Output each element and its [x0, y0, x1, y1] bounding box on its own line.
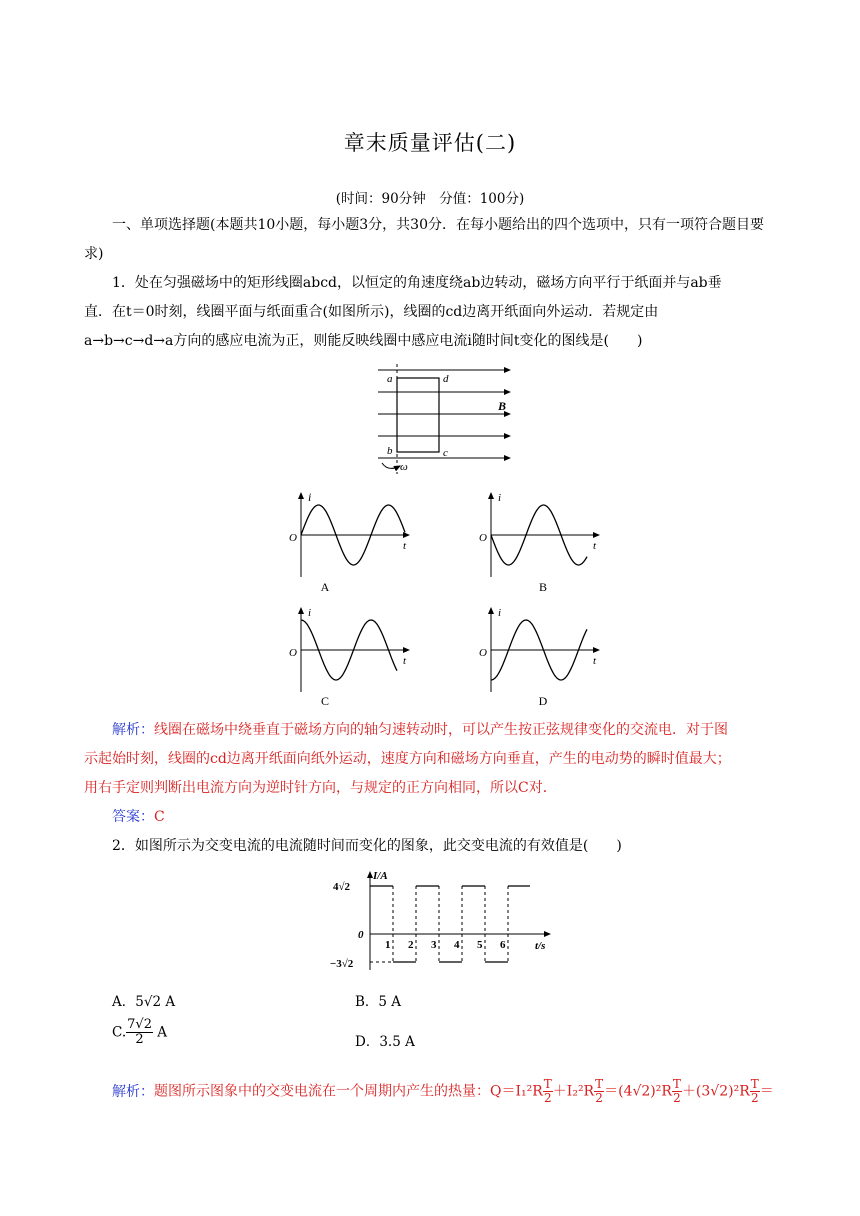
q2-analysis — [84, 1078, 780, 1105]
x-tick-label: 5 — [477, 939, 483, 951]
graph-A-origin: O — [289, 532, 297, 544]
q1-analysis-line1: 线圈在磁场中绕垂直于磁场方向的轴匀速转动时，可以产生按正弦规律变化的交流电．对于图 — [154, 722, 728, 738]
q1-answer-value: C — [154, 809, 165, 825]
graph-B — [475, 487, 605, 582]
graph-D — [475, 602, 605, 697]
option-A-label: A — [320, 580, 330, 594]
q2-analysis-mid2: ＝(4√2)²R — [604, 1083, 672, 1100]
section-heading: 一、单项选择题(本题共10小题，每小题3分，共30分．在每小题给出的四个选项中，只有一项符合题目要求) — [84, 217, 764, 262]
q1-analysis — [84, 716, 780, 803]
label-a: a — [387, 373, 393, 385]
label-c: c — [443, 447, 448, 459]
q2-frac4-n: T — [750, 1077, 759, 1091]
question-1 — [84, 269, 780, 356]
graph-D-x-label: t — [593, 655, 597, 667]
graph-C — [285, 602, 415, 697]
q2-option-C-numerator: 7√2 — [127, 1017, 152, 1032]
q2-option-D: D．3.5 A — [355, 1034, 415, 1050]
q1-analysis-line3: 用右手定则判断出电流方向为逆时针方向，与规定的正方向相同，所以C对． — [84, 780, 557, 796]
graph-D-origin: O — [479, 647, 487, 659]
option-C-label: C — [320, 694, 329, 708]
graph-B-x-label: t — [593, 540, 597, 552]
origin-label: 0 — [358, 929, 364, 941]
label-omega: ω — [400, 461, 408, 473]
q2-frac1-d: 2 — [543, 1091, 552, 1106]
q2-option-C — [112, 1018, 167, 1048]
label-d: d — [443, 373, 449, 385]
q1-line3: a→b→c→d→a方向的感应电流为正，则能反映线圈中感应电流i随时间t变化的图线是( ) — [84, 333, 643, 349]
q2-analysis-mid3: ＋(3√2)²R — [681, 1083, 750, 1100]
q2-option-C-unit: A — [157, 1024, 168, 1041]
q2-frac3-d: 2 — [673, 1091, 681, 1106]
square-wave — [370, 886, 530, 962]
y-tick-negative: −3√2 — [330, 958, 354, 970]
q2-analysis-mid: ＋I₂²R — [552, 1083, 595, 1100]
q1-answer — [84, 803, 780, 832]
graph-B-y-label: i — [498, 492, 502, 504]
q1-line2: 直．在t＝0时刻，线圈平面与纸面重合(如图所示)，线圈的cd边离开纸面向外运动．若规定由 — [84, 304, 659, 320]
q2-analysis-text: 题图所示图象中的交变电流在一个周期内产生的热量：Q＝I₁²R — [154, 1083, 543, 1100]
q2-option-C-prefix: C. — [112, 1024, 127, 1041]
q1-line1: 1．处在匀强磁场中的矩形线圈abcd，以恒定的角速度绕ab边转动，磁场方向平行于纸面并与ab垂 — [112, 275, 722, 291]
label-B: B — [498, 399, 507, 413]
graph-A-x-label: t — [403, 540, 407, 552]
y-tick-positive: 4√2 — [333, 881, 351, 893]
square-wave-graph — [330, 866, 560, 974]
exam-meta: (时间：90分钟 分值：100分) — [335, 191, 525, 207]
graph-C-origin: O — [289, 647, 297, 659]
graph-A — [285, 487, 415, 582]
q2-frac3-n: T — [672, 1077, 681, 1091]
option-D-label: D — [538, 694, 548, 708]
question-2: 2．如图所示为交变电流的电流随时间而变化的图象，此交变电流的有效值是( ) — [112, 838, 622, 854]
q2-frac2-n: T — [595, 1077, 604, 1091]
graph-A-y-label: i — [308, 490, 312, 504]
q2-option-A: A．5√2 A — [112, 994, 176, 1010]
x-tick-label: 6 — [500, 939, 506, 951]
coil-figure — [370, 362, 520, 476]
x-axis-label: t/s — [535, 940, 546, 952]
graph-C-x-label: t — [403, 655, 407, 667]
option-B-label: B — [538, 580, 547, 594]
x-tick-label: 2 — [408, 939, 414, 951]
q1-analysis-label: 解析： — [112, 722, 154, 738]
q2-frac2-d: 2 — [595, 1091, 603, 1106]
x-tick-label: 4 — [454, 939, 460, 951]
q2-frac4-d: 2 — [750, 1091, 759, 1106]
page-title: 章末质量评估(二) — [343, 131, 517, 155]
x-tick-label: 1 — [385, 939, 391, 951]
q2-analysis-end: ＝ — [759, 1083, 774, 1100]
q1-analysis-line2: 示起始时刻，线圈的cd边离开纸面向纸外运动，速度方向和磁场方向垂直，产生的电动势的瞬时值最大； — [84, 751, 731, 767]
q2-option-C-denominator: 2 — [135, 1032, 144, 1048]
q2-option-B: B．5 A — [355, 994, 402, 1010]
graph-B-origin: O — [479, 532, 487, 544]
q2-analysis-label: 解析： — [112, 1083, 154, 1100]
q2-frac1-n: T — [543, 1077, 552, 1091]
graph-C-y-label: i — [308, 607, 312, 619]
graph-D-y-label: i — [498, 607, 502, 619]
label-b: b — [387, 445, 393, 457]
x-tick-label: 3 — [431, 939, 437, 951]
y-axis-label: I/A — [373, 870, 388, 882]
q1-answer-label: 答案： — [112, 809, 154, 825]
